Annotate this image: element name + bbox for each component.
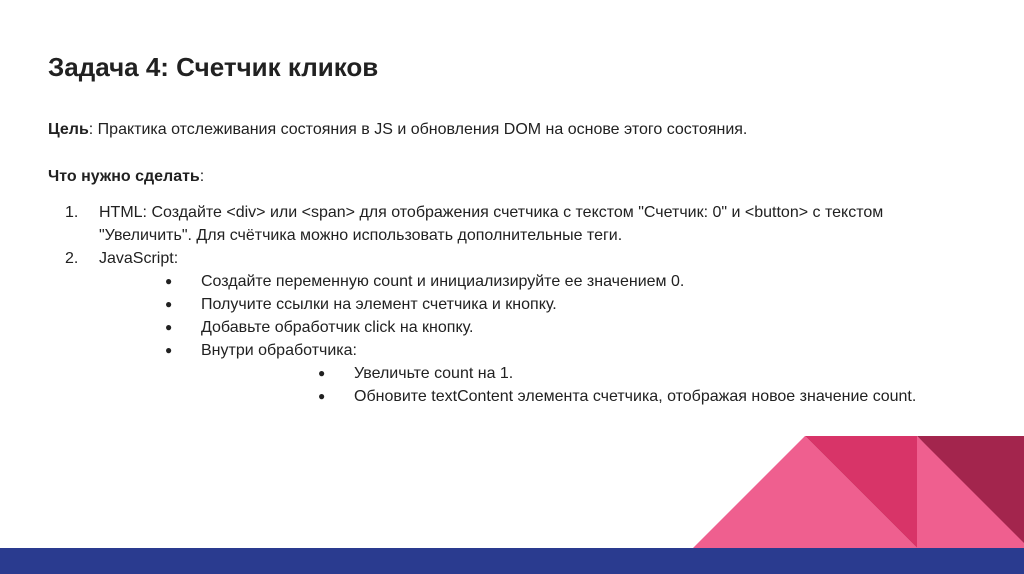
substep-item [99, 293, 948, 316]
bullet-icon: ● [318, 389, 326, 403]
step-item [48, 201, 948, 247]
todo-heading [48, 165, 948, 188]
substep-item [99, 316, 948, 339]
footer-bar [0, 548, 1024, 574]
subsubstep-item [201, 362, 948, 385]
bullet-icon: ● [165, 320, 173, 334]
subsubstep-text: Обновите textContent элемента счетчика, отображая новое значение count. [354, 388, 917, 405]
goal-paragraph [48, 118, 948, 141]
goal-label: Цель [48, 121, 89, 138]
step-item [48, 247, 948, 408]
slide-title: Задача 4: Счетчик кликов [48, 52, 379, 82]
subsubstep-list [201, 362, 948, 408]
substep-item [99, 339, 948, 408]
steps-list [48, 201, 948, 408]
todo-suffix: : [199, 168, 205, 185]
bullet-icon: ● [165, 274, 173, 288]
subsubstep-item [201, 385, 948, 408]
bullet-icon: ● [165, 297, 173, 311]
goal-text: : Практика отслеживания состояния в JS и обновления DOM на основе этого состояния. [88, 121, 748, 138]
substep-text: Добавьте обработчик click на кнопку. [201, 319, 474, 336]
step-text-line: "Увеличить". Для счётчика можно использовать дополнительные теги. [99, 227, 623, 244]
step-number: 2. [65, 250, 79, 267]
subsubstep-text: Увеличьте count на 1. [354, 365, 514, 382]
step-text-line: HTML: Создайте <div> или <span> для отображения счетчика с текстом "Счетчик: 0" и <button> с текстом [99, 204, 884, 221]
bullet-icon: ● [165, 343, 173, 357]
bullet-icon: ● [318, 366, 326, 380]
substep-text: Получите ссылки на элемент счетчика и кнопку. [201, 296, 557, 313]
step-text: JavaScript: [99, 250, 179, 267]
substep-list [99, 270, 948, 408]
substep-text: Создайте переменную count и инициализируйте ее значением 0. [201, 273, 685, 290]
step-number: 1. [65, 204, 79, 221]
slide-body [48, 118, 948, 408]
todo-label: Что нужно сделать [48, 168, 200, 185]
substep-item [99, 270, 948, 293]
substep-text: Внутри обработчика: [201, 342, 357, 359]
